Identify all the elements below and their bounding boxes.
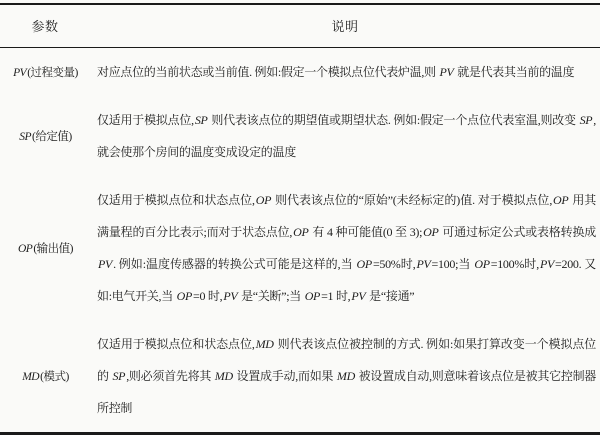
text-segment: 可通过标定公式或表格转换成 xyxy=(439,225,596,239)
text-segment: 设置成手动,而如果 xyxy=(233,369,336,383)
text-segment: ,就会使那个房间的温度变成设定的温度 xyxy=(97,113,596,159)
text-segment: =200. 又如:电气开关,当 xyxy=(97,257,596,303)
param-description-sp xyxy=(90,96,600,176)
text-segment: 用其满量程的百分比表示;而对于状态点位, xyxy=(97,193,596,239)
text-segment: (过程变量) xyxy=(27,67,78,79)
document-page xyxy=(0,3,600,415)
variable-name: PV xyxy=(223,289,238,303)
param-label-md xyxy=(0,320,90,434)
param-label-op xyxy=(0,176,90,320)
variable-name: SP xyxy=(19,131,32,143)
variable-name: MD xyxy=(255,337,274,351)
text-segment: ,则必须首先将其 xyxy=(126,369,214,383)
text-segment: =50%时, xyxy=(372,257,416,271)
text-segment: 仅适用于模拟点位和状态点位, xyxy=(97,337,255,351)
variable-name: SP xyxy=(194,113,208,127)
variable-name: OP xyxy=(553,193,569,207)
parameter-table xyxy=(0,3,600,435)
text-segment: 对应点位的当前状态或当前值. 例如:假定一个模拟点位代表炉温,则 xyxy=(97,65,439,79)
variable-name: PV xyxy=(439,65,454,79)
text-segment: 是“接通” xyxy=(366,289,415,303)
variable-name: SP xyxy=(112,369,126,383)
variable-name: MD xyxy=(336,369,355,383)
param-description-md xyxy=(90,320,600,434)
variable-name: OP xyxy=(474,257,490,271)
table-header-row xyxy=(0,4,600,48)
text-segment: 是“关断”;当 xyxy=(238,289,304,303)
variable-name: OP xyxy=(17,243,33,255)
text-segment: 仅适用于模拟点位, xyxy=(97,113,194,127)
param-description-op xyxy=(90,176,600,320)
text-segment: (输出值) xyxy=(33,243,73,255)
text-segment: 则代表该点位的期望值或期望状态. 例如:假定一个点位代表室温,则改变 xyxy=(208,113,579,127)
text-segment: (给定值) xyxy=(32,131,72,143)
text-segment: . 例如:温度传感器的转换公式可能是这样的,当 xyxy=(113,257,356,271)
variable-name: OP xyxy=(423,225,439,239)
variable-name: OP xyxy=(176,289,193,303)
text-segment: 则代表该点位被控制的方式. 例如:如果打算改变一个模拟点位的 xyxy=(97,337,596,383)
table-row-md xyxy=(0,320,600,434)
text-segment: 就是代表其当前的温度 xyxy=(454,65,575,79)
column-header-parameter: 参数 xyxy=(0,4,90,48)
variable-name: PV xyxy=(98,257,113,271)
text-segment: (模式) xyxy=(40,371,69,383)
table-row-pv xyxy=(0,48,600,97)
variable-name: OP xyxy=(304,289,321,303)
variable-name: PV xyxy=(416,257,431,271)
text-segment: =100;当 xyxy=(431,257,474,271)
variable-name: OP xyxy=(293,225,309,239)
variable-name: OP xyxy=(255,193,272,207)
variable-name: PV xyxy=(539,257,555,271)
variable-name: MD xyxy=(214,369,233,383)
table-row-op xyxy=(0,176,600,320)
text-segment: =1 时, xyxy=(321,289,351,303)
variable-name: MD xyxy=(22,371,40,383)
variable-name: PV xyxy=(13,67,27,79)
text-segment: 有 4 种可能值(0 至 3); xyxy=(309,225,423,239)
text-segment: 则代表该点位的“原始”(未经标定的)值. 对于模拟点位, xyxy=(272,193,553,207)
variable-name: PV xyxy=(351,289,366,303)
text-segment: 仅适用于模拟点位和状态点位, xyxy=(97,193,255,207)
text-segment: =100%时, xyxy=(490,257,539,271)
column-header-description: 说明 xyxy=(90,4,600,48)
param-label-pv xyxy=(0,48,90,97)
text-segment: =0 时, xyxy=(193,289,223,303)
text-segment: 被设置成自动,则意味着该点位是被其它控制器所控制 xyxy=(97,369,596,415)
table-row-sp xyxy=(0,96,600,176)
variable-name: SP xyxy=(579,113,593,127)
param-label-sp xyxy=(0,96,90,176)
variable-name: OP xyxy=(356,257,372,271)
param-description-pv xyxy=(90,48,600,97)
